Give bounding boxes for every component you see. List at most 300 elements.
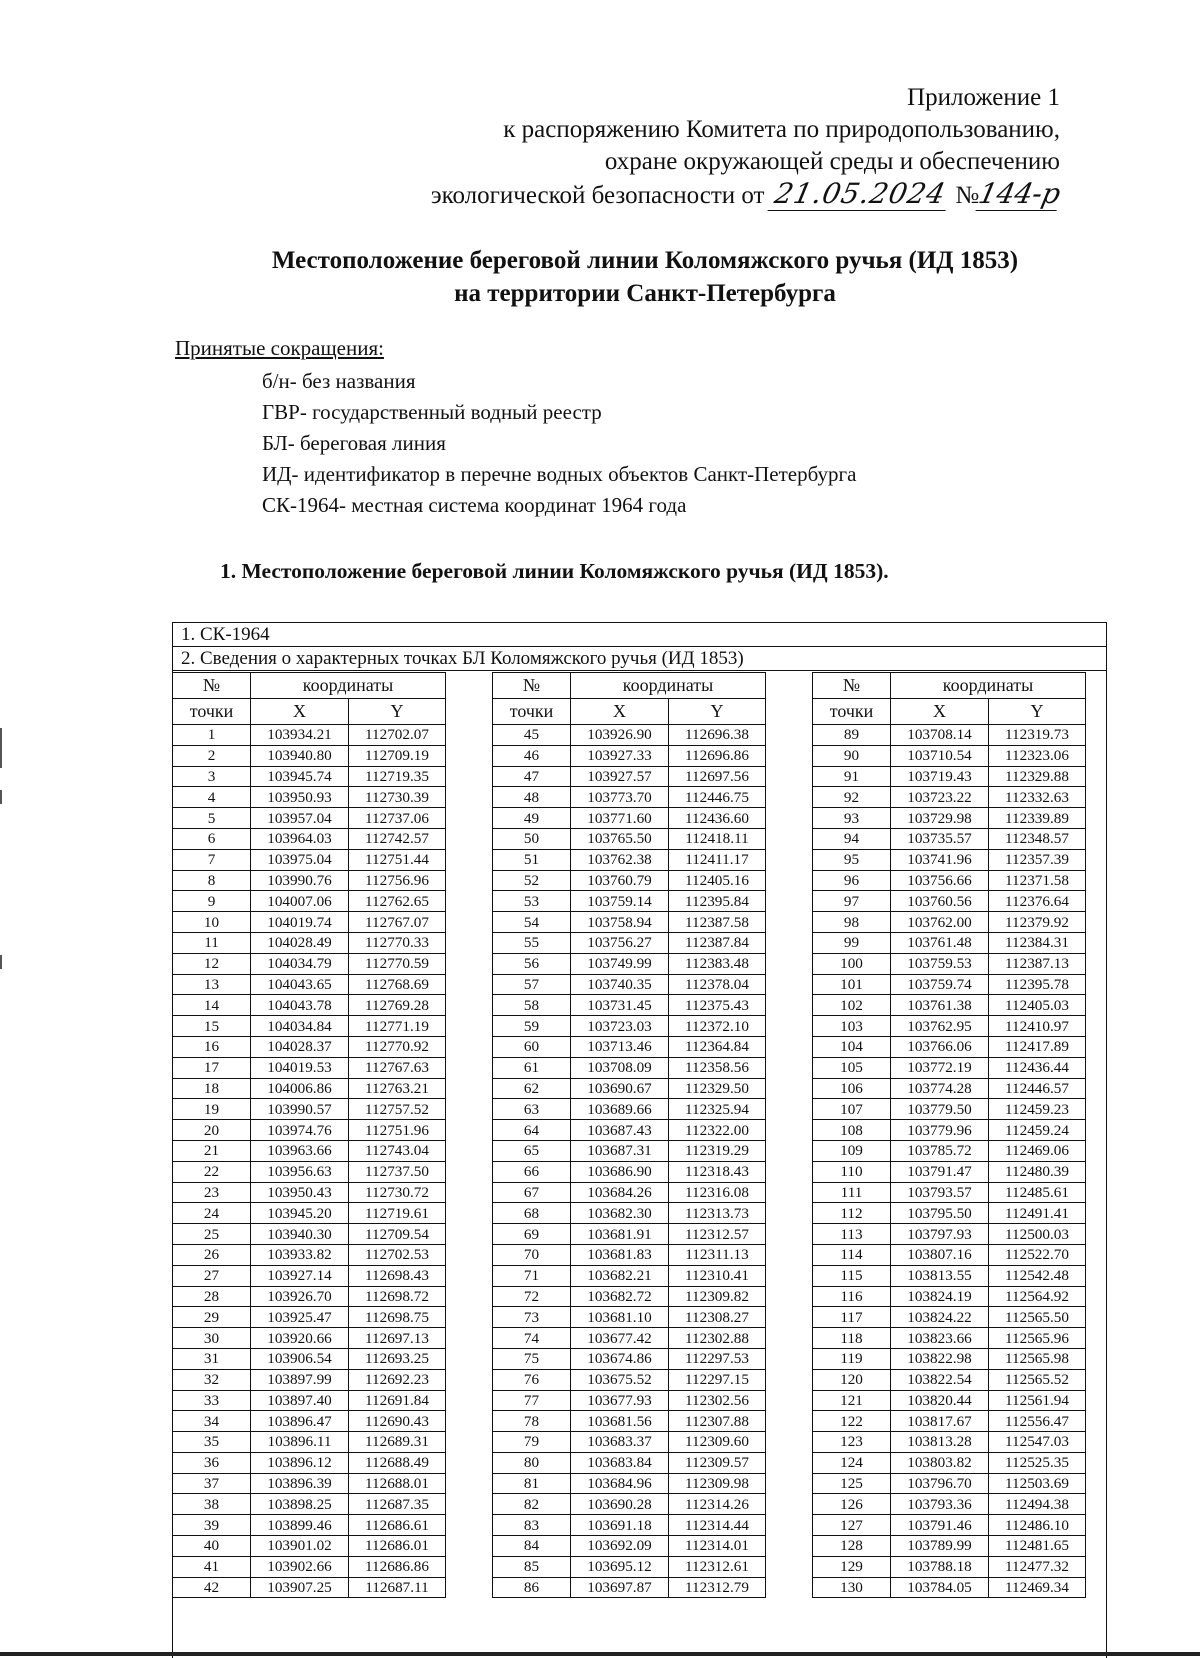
coord-y: 112565.52: [989, 1369, 1086, 1390]
table-row: [813, 932, 1086, 953]
header-line-3: охране окружающей среды и обеспечению: [604, 148, 1060, 175]
table-row: [813, 1140, 1086, 1161]
point-number: 104: [813, 1036, 891, 1057]
point-number: 8: [173, 870, 251, 891]
coord-y: 112309.57: [669, 1452, 766, 1473]
table-row: [493, 1099, 766, 1120]
coord-y: 112312.61: [669, 1556, 766, 1577]
coord-y: 112767.07: [349, 912, 446, 933]
point-number: 114: [813, 1244, 891, 1265]
coord-x: 104034.79: [251, 953, 349, 974]
coord-x: 104006.86: [251, 1078, 349, 1099]
coord-x: 103788.18: [891, 1556, 989, 1577]
header-coordinates: координаты: [571, 673, 766, 699]
coord-y: 112690.43: [349, 1411, 446, 1432]
coord-x: 103934.21: [251, 725, 349, 746]
coord-x: 103771.60: [571, 808, 669, 829]
point-number: 94: [813, 828, 891, 849]
table-row: [493, 1369, 766, 1390]
coord-x: 103684.26: [571, 1182, 669, 1203]
point-number: 93: [813, 808, 891, 829]
coord-y: 112763.21: [349, 1078, 446, 1099]
coord-x: 103945.20: [251, 1203, 349, 1224]
coord-x: 103710.54: [891, 745, 989, 766]
coord-x: 103785.72: [891, 1140, 989, 1161]
coord-x: 103822.98: [891, 1348, 989, 1369]
appendix-header: [430, 82, 1064, 212]
point-number: 113: [813, 1224, 891, 1245]
table-row: [493, 1307, 766, 1328]
point-number: 40: [173, 1536, 251, 1557]
coord-x: 103964.03: [251, 828, 349, 849]
points-info-row: 2. Сведения о характерных точках БЛ Коломяжского ручья (ИД 1853): [173, 647, 1106, 671]
coord-y: 112387.13: [989, 953, 1086, 974]
point-number: 20: [173, 1120, 251, 1141]
coord-y: 112561.94: [989, 1390, 1086, 1411]
coord-y: 112313.73: [669, 1203, 766, 1224]
point-number: 62: [493, 1078, 571, 1099]
coord-x: 103897.99: [251, 1369, 349, 1390]
point-number: 33: [173, 1390, 251, 1411]
point-number: 95: [813, 849, 891, 870]
header-point: точки: [173, 699, 251, 725]
coord-y: 112469.34: [989, 1577, 1086, 1598]
coord-x: 103681.91: [571, 1224, 669, 1245]
coord-x: 104043.65: [251, 974, 349, 995]
coord-x: 103713.46: [571, 1036, 669, 1057]
title-line-1: Местоположение береговой линии Коломяжского ручья (ИД 1853): [271, 247, 1019, 274]
table-row: [493, 870, 766, 891]
coord-y: 112547.03: [989, 1432, 1086, 1453]
header-y: Y: [349, 699, 446, 725]
table-row: [813, 1390, 1086, 1411]
coord-y: 112459.23: [989, 1099, 1086, 1120]
coord-y: 112525.35: [989, 1452, 1086, 1473]
point-number: 74: [493, 1328, 571, 1349]
point-number: 73: [493, 1307, 571, 1328]
coord-x: 103813.55: [891, 1265, 989, 1286]
point-number: 16: [173, 1036, 251, 1057]
table-row: [493, 1036, 766, 1057]
coord-x: 103690.67: [571, 1078, 669, 1099]
point-number: 24: [173, 1203, 251, 1224]
point-number: 66: [493, 1161, 571, 1182]
coord-x: 103772.19: [891, 1057, 989, 1078]
coord-x: 103779.50: [891, 1099, 989, 1120]
coord-x: 103723.22: [891, 787, 989, 808]
table-row: [173, 1432, 446, 1453]
coord-x: 103762.00: [891, 912, 989, 933]
table-row: [173, 1328, 446, 1349]
table-row: [173, 1307, 446, 1328]
table-row: [493, 1203, 766, 1224]
coord-y: 112314.01: [669, 1536, 766, 1557]
table-row: [493, 891, 766, 912]
coord-y: 112770.92: [349, 1036, 446, 1057]
point-number: 129: [813, 1556, 891, 1577]
coord-x: 103797.93: [891, 1224, 989, 1245]
coord-y: 112314.44: [669, 1515, 766, 1536]
point-number: 41: [173, 1556, 251, 1577]
coord-x: 103791.46: [891, 1515, 989, 1536]
point-number: 119: [813, 1348, 891, 1369]
coord-x: 103791.47: [891, 1161, 989, 1182]
table-row: [813, 912, 1086, 933]
table-row: [493, 1286, 766, 1307]
coord-y: 112696.38: [669, 725, 766, 746]
coord-y: 112310.41: [669, 1265, 766, 1286]
coord-y: 112387.58: [669, 912, 766, 933]
point-number: 32: [173, 1369, 251, 1390]
coord-y: 112751.44: [349, 849, 446, 870]
point-number: 77: [493, 1390, 571, 1411]
table-row: [493, 1182, 766, 1203]
coord-y: 112688.01: [349, 1473, 446, 1494]
coord-x: 103896.11: [251, 1432, 349, 1453]
coord-y: 112481.65: [989, 1536, 1086, 1557]
table-row: [493, 849, 766, 870]
point-number: 91: [813, 766, 891, 787]
coord-y: 112698.72: [349, 1286, 446, 1307]
table-row: [813, 787, 1086, 808]
point-number: 53: [493, 891, 571, 912]
coord-x: 103691.18: [571, 1515, 669, 1536]
point-number: 112: [813, 1203, 891, 1224]
coord-y: 112446.75: [669, 787, 766, 808]
coord-y: 112485.61: [989, 1182, 1086, 1203]
point-number: 89: [813, 725, 891, 746]
point-number: 68: [493, 1203, 571, 1224]
coord-x: 103796.70: [891, 1473, 989, 1494]
point-number: 46: [493, 745, 571, 766]
coord-y: 112698.43: [349, 1265, 446, 1286]
table-row: [493, 787, 766, 808]
coord-y: 112770.33: [349, 932, 446, 953]
coord-y: 112751.96: [349, 1120, 446, 1141]
coord-x: 103927.33: [571, 745, 669, 766]
coord-x: 103690.28: [571, 1494, 669, 1515]
table-row: [493, 1452, 766, 1473]
title-line-2: на территории Санкт-Петербурга: [454, 280, 836, 307]
table-row: [173, 870, 446, 891]
coord-y: 112364.84: [669, 1036, 766, 1057]
header-line-4-prefix: экологической безопасности от: [430, 182, 765, 209]
coord-x: 103719.43: [891, 766, 989, 787]
table-row: [173, 1016, 446, 1037]
coord-x: 103820.44: [891, 1390, 989, 1411]
coord-x: 103682.72: [571, 1286, 669, 1307]
coord-x: 104028.49: [251, 932, 349, 953]
table-row: [493, 1244, 766, 1265]
coord-y: 112309.82: [669, 1286, 766, 1307]
coord-y: 112375.43: [669, 995, 766, 1016]
coord-x: 103692.09: [571, 1536, 669, 1557]
point-number: 103: [813, 1016, 891, 1037]
table-row: [493, 953, 766, 974]
table-row: [813, 828, 1086, 849]
coord-y: 112311.13: [669, 1244, 766, 1265]
coord-x: 103697.87: [571, 1577, 669, 1598]
point-number: 120: [813, 1369, 891, 1390]
point-number: 54: [493, 912, 571, 933]
coord-x: 103762.95: [891, 1016, 989, 1037]
table-row: [493, 1016, 766, 1037]
coord-x: 103975.04: [251, 849, 349, 870]
point-number: 48: [493, 787, 571, 808]
table-row: [493, 808, 766, 829]
coord-y: 112698.75: [349, 1307, 446, 1328]
point-number: 81: [493, 1473, 571, 1494]
coord-x: 103974.76: [251, 1120, 349, 1141]
coord-y: 112494.38: [989, 1494, 1086, 1515]
coord-x: 103687.31: [571, 1140, 669, 1161]
coord-x: 103760.56: [891, 891, 989, 912]
coord-y: 112411.17: [669, 849, 766, 870]
table-row: [813, 725, 1086, 746]
coord-y: 112693.25: [349, 1348, 446, 1369]
table-row: [173, 932, 446, 953]
coord-x: 103823.66: [891, 1328, 989, 1349]
coord-y: 112503.69: [989, 1473, 1086, 1494]
abbreviations-list: [262, 366, 856, 521]
header-x: X: [571, 699, 669, 725]
coord-x: 103950.43: [251, 1182, 349, 1203]
coord-x: 103956.63: [251, 1161, 349, 1182]
table-row: [493, 1577, 766, 1598]
coord-y: 112564.92: [989, 1286, 1086, 1307]
point-number: 56: [493, 953, 571, 974]
coord-x: 103990.76: [251, 870, 349, 891]
table-row: [813, 870, 1086, 891]
coord-y: 112686.86: [349, 1556, 446, 1577]
coord-y: 112319.29: [669, 1140, 766, 1161]
point-number: 29: [173, 1307, 251, 1328]
table-row: [173, 1473, 446, 1494]
coord-x: 103927.14: [251, 1265, 349, 1286]
coord-y: 112357.39: [989, 849, 1086, 870]
coord-y: 112737.06: [349, 808, 446, 829]
point-number: 123: [813, 1432, 891, 1453]
point-number: 5: [173, 808, 251, 829]
header-point: точки: [813, 699, 891, 725]
coord-y: 112565.50: [989, 1307, 1086, 1328]
point-number: 63: [493, 1099, 571, 1120]
point-number: 34: [173, 1411, 251, 1432]
point-number: 59: [493, 1016, 571, 1037]
coord-y: 112477.32: [989, 1556, 1086, 1577]
coord-y: 112348.57: [989, 828, 1086, 849]
coord-x: 103920.66: [251, 1328, 349, 1349]
coord-x: 103940.30: [251, 1224, 349, 1245]
coord-y: 112730.72: [349, 1182, 446, 1203]
coord-y: 112332.63: [989, 787, 1086, 808]
coord-x: 103990.57: [251, 1099, 349, 1120]
coord-y: 112372.10: [669, 1016, 766, 1037]
table-row: [493, 1515, 766, 1536]
point-number: 71: [493, 1265, 571, 1286]
point-number: 108: [813, 1120, 891, 1141]
table-row: [173, 1348, 446, 1369]
coord-x: 103940.80: [251, 745, 349, 766]
table-row: [493, 1078, 766, 1099]
coord-y: 112770.59: [349, 953, 446, 974]
point-number: 49: [493, 808, 571, 829]
point-number: 27: [173, 1265, 251, 1286]
coord-y: 112686.61: [349, 1515, 446, 1536]
header-no: №: [493, 673, 571, 699]
table-row: [813, 766, 1086, 787]
coord-x: 103681.56: [571, 1411, 669, 1432]
table-row: [493, 1120, 766, 1141]
header-y: Y: [989, 699, 1086, 725]
table-row: [173, 1556, 446, 1577]
point-number: 128: [813, 1536, 891, 1557]
abbreviation-item: б/н- без названия: [262, 369, 416, 393]
table-row: [173, 766, 446, 787]
coord-x: 103963.66: [251, 1140, 349, 1161]
point-number: 100: [813, 953, 891, 974]
table-row: [173, 1078, 446, 1099]
coord-x: 103689.66: [571, 1099, 669, 1120]
coord-x: 103824.19: [891, 1286, 989, 1307]
table-row: [813, 1369, 1086, 1390]
table-row: [173, 891, 446, 912]
coord-x: 103749.99: [571, 953, 669, 974]
point-number: 127: [813, 1515, 891, 1536]
table-row: [173, 1411, 446, 1432]
point-number: 30: [173, 1328, 251, 1349]
coord-y: 112522.70: [989, 1244, 1086, 1265]
table-row: [493, 1556, 766, 1577]
coord-y: 112697.13: [349, 1328, 446, 1349]
point-number: 26: [173, 1244, 251, 1265]
coord-x: 103759.14: [571, 891, 669, 912]
coord-y: 112709.54: [349, 1224, 446, 1245]
point-number: 98: [813, 912, 891, 933]
table-row: [173, 1286, 446, 1307]
coord-y: 112771.19: [349, 1016, 446, 1037]
table-row: [493, 1348, 766, 1369]
point-number: 115: [813, 1265, 891, 1286]
table-row: [813, 1057, 1086, 1078]
coord-y: 112436.60: [669, 808, 766, 829]
coord-x: 103735.57: [891, 828, 989, 849]
table-row: [813, 1120, 1086, 1141]
table-row: [173, 1099, 446, 1120]
abbreviation-item: БЛ- береговая линия: [262, 431, 446, 455]
coord-x: 103677.42: [571, 1328, 669, 1349]
coord-y: 112702.07: [349, 725, 446, 746]
coord-x: 103683.84: [571, 1452, 669, 1473]
table-row: [813, 1307, 1086, 1328]
table-row: [813, 1182, 1086, 1203]
point-number: 79: [493, 1432, 571, 1453]
table-row: [813, 1577, 1086, 1598]
coord-y: 112319.73: [989, 725, 1086, 746]
coord-x: 103723.03: [571, 1016, 669, 1037]
point-number: 67: [493, 1182, 571, 1203]
coord-y: 112696.86: [669, 745, 766, 766]
point-number: 82: [493, 1494, 571, 1515]
point-number: 116: [813, 1286, 891, 1307]
point-number: 1: [173, 725, 251, 746]
table-row: [813, 1265, 1086, 1286]
coord-x: 103927.57: [571, 766, 669, 787]
coord-y: 112542.48: [989, 1265, 1086, 1286]
scan-edge-mark: [0, 790, 2, 804]
table-row: [173, 1244, 446, 1265]
point-number: 37: [173, 1473, 251, 1494]
coord-y: 112767.63: [349, 1057, 446, 1078]
header-x: X: [251, 699, 349, 725]
coord-x: 104028.37: [251, 1036, 349, 1057]
coord-x: 103896.12: [251, 1452, 349, 1473]
table-row: [813, 1494, 1086, 1515]
point-number: 38: [173, 1494, 251, 1515]
point-number: 18: [173, 1078, 251, 1099]
table-row: [813, 1515, 1086, 1536]
point-number: 6: [173, 828, 251, 849]
table-row: [813, 1036, 1086, 1057]
point-number: 14: [173, 995, 251, 1016]
table-row: [813, 891, 1086, 912]
point-number: 47: [493, 766, 571, 787]
coord-y: 112316.08: [669, 1182, 766, 1203]
table-row: [173, 828, 446, 849]
coord-x: 103761.38: [891, 995, 989, 1016]
table-row: [493, 974, 766, 995]
table-row: [813, 1078, 1086, 1099]
point-number: 80: [493, 1452, 571, 1473]
coord-y: 112436.44: [989, 1057, 1086, 1078]
coord-x: 103789.99: [891, 1536, 989, 1557]
point-number: 111: [813, 1182, 891, 1203]
table-row: [173, 725, 446, 746]
coord-x: 103906.54: [251, 1348, 349, 1369]
coord-x: 103686.90: [571, 1161, 669, 1182]
point-number: 42: [173, 1577, 251, 1598]
coordinates-table-3: [812, 672, 1086, 1598]
point-number: 106: [813, 1078, 891, 1099]
table-row: [173, 1536, 446, 1557]
header-coordinates: координаты: [891, 673, 1086, 699]
header-y: Y: [669, 699, 766, 725]
coord-x: 103784.05: [891, 1577, 989, 1598]
coord-x: 103803.82: [891, 1452, 989, 1473]
header-line-2: к распоряжению Комитета по природопользованию,: [503, 116, 1060, 143]
table-row: [493, 932, 766, 953]
coord-y: 112384.31: [989, 932, 1086, 953]
point-number: 83: [493, 1515, 571, 1536]
coord-x: 103684.96: [571, 1473, 669, 1494]
point-number: 4: [173, 787, 251, 808]
coord-x: 103681.10: [571, 1307, 669, 1328]
table-row: [173, 1494, 446, 1515]
table-row: [173, 953, 446, 974]
header-point: точки: [493, 699, 571, 725]
table-row: [173, 1161, 446, 1182]
header-no: №: [813, 673, 891, 699]
table-row: [173, 1224, 446, 1245]
table-row: [813, 1473, 1086, 1494]
coord-y: 112307.88: [669, 1411, 766, 1432]
abbreviation-item: ГВР- государственный водный реестр: [262, 400, 602, 424]
coord-x: 103695.12: [571, 1556, 669, 1577]
coord-y: 112687.35: [349, 1494, 446, 1515]
table-row: [813, 1536, 1086, 1557]
coord-y: 112486.10: [989, 1515, 1086, 1536]
document-title: [0, 244, 1200, 310]
